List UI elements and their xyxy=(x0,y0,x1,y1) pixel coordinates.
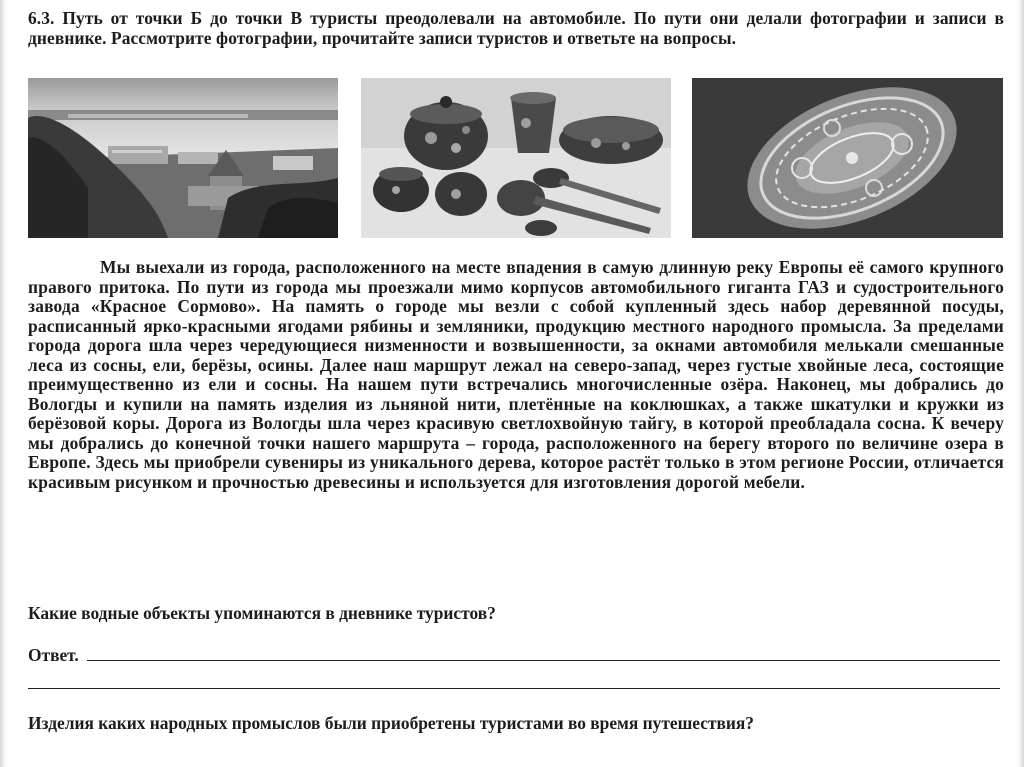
diary-text xyxy=(28,258,1004,492)
question-2: Изделия каких народных промыслов были приобретены туристами во время путешествия? xyxy=(28,713,755,733)
answer-line-2 xyxy=(28,688,1000,689)
answer-line xyxy=(87,660,1000,661)
lace-photo xyxy=(692,78,1003,238)
diary-paragraph: Мы выехали из города, расположенного на месте впадения в самую длинную реку Европы её самого крупного правого притока. По пути из города мы проезжали мимо корпусов автомобильного гиганта ГАЗ и судостроительного завода «Красное Сормово». На память о городе мы везли с собой купленный здесь набор деревянной посуды, расписанный ярко-красными ягодами рябины и земляники, продукцию местного народного промысла. За пределами города дорога шла через чередующиеся низменности и возвышенности, за окнами автомобиля мелькали смешанные леса из сосны, ели, берёзы, осины. Далее наш маршрут лежал на северо-запад, через густые хвойные леса, состоящие преимущественно из ели и сосны. На нашем пути встречались многочисленные озёра. Наконец, мы добрались до Вологды и купили на память изделия из льняной нити, плетённые на коклюшках, а также шкатулки и кружки из берёзовой коры. Дорога из Вологды шла через красивую светлохвойную тайгу, в которой преобладала сосна. К вечеру мы добрались до конечной точки нашего маршрута – города, расположенного на берегу второго по величине озера в Европе. Здесь мы приобрели сувениры из уникального дерева, которое растёт только в этом регионе России, отличается красивым рисунком и прочностью древесины и используется для изготовления дорогой мебели. xyxy=(28,257,1004,492)
answer-label: Ответ. xyxy=(28,645,79,665)
answer-row xyxy=(28,645,1000,665)
question-1: Какие водные объекты упоминаются в дневнике туристов? xyxy=(28,603,496,623)
photo-strip xyxy=(28,78,1004,238)
page-edge-right xyxy=(1018,0,1024,767)
painted-wooden-dishes-photo xyxy=(361,78,671,238)
page-edge-left xyxy=(0,0,6,767)
city-river-photo xyxy=(28,78,338,238)
task-heading: 6.3. Путь от точки Б до точки В туристы преодолевали на автомобиле. По пути они делали фотографии и записи в дневнике. Рассмотрите фотографии, прочитайте записи туристов и ответьте на вопросы. xyxy=(28,8,1004,48)
